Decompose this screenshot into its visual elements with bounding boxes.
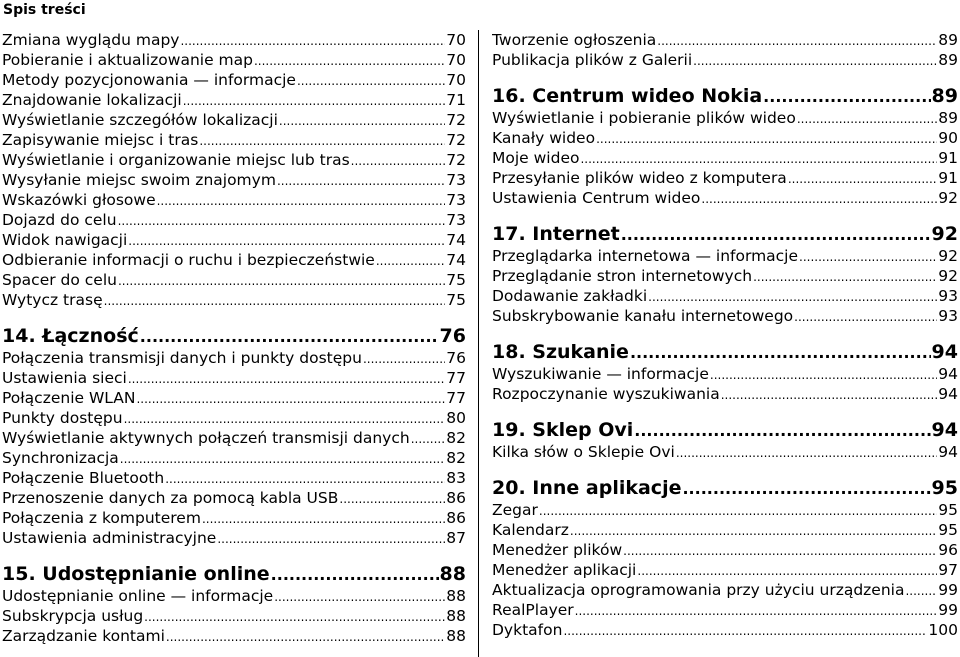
toc-entry-page-number: 77 — [446, 389, 466, 407]
dot-leader — [118, 211, 446, 230]
chapter-heading-page-number: 76 — [439, 325, 466, 347]
chapter-heading-title: 15. Udostępnianie online — [2, 563, 270, 585]
toc-entry-title: Kalendarz — [492, 521, 569, 539]
dot-leader — [580, 149, 937, 168]
toc-entry-title: Subskrybowanie kanału internetowego — [492, 307, 794, 325]
dot-leader — [165, 469, 445, 488]
toc-entry[interactable] — [492, 600, 958, 620]
toc-entry[interactable] — [2, 90, 466, 110]
toc-entry-page-number: 73 — [446, 211, 466, 229]
toc-entry-page-number: 73 — [446, 191, 466, 209]
chapter-heading[interactable] — [492, 418, 958, 442]
column-divider — [478, 30, 479, 657]
toc-entry-title: Ustawienia Centrum wideo — [492, 189, 701, 207]
dot-leader — [118, 271, 445, 290]
toc-entry-page-number: 92 — [938, 247, 958, 265]
toc-entry-title: Dodawanie zakładki — [492, 287, 648, 305]
toc-entry-title: Subskrypcja usług — [2, 607, 144, 625]
dot-leader — [339, 489, 445, 508]
chapter-heading-title: 19. Sklep Ovi — [492, 419, 634, 441]
toc-entry-title: Menedżer aplikacji — [492, 561, 637, 579]
toc-entry-page-number: 86 — [446, 489, 466, 507]
toc-entry-page-number: 86 — [446, 509, 466, 527]
toc-entry-title: Znajdowanie lokalizacji — [2, 91, 182, 109]
dot-leader — [271, 563, 439, 586]
toc-entry-title: Tworzenie ogłoszenia — [492, 31, 657, 49]
dot-leader — [575, 601, 938, 620]
toc-entry-title: Przenoszenie danych za pomocą kabla USB — [2, 489, 339, 507]
dot-leader — [180, 31, 445, 50]
dot-leader — [657, 31, 937, 50]
toc-entry[interactable] — [492, 108, 958, 128]
toc-entry-title: Kanały wideo — [492, 129, 596, 147]
chapter-heading[interactable] — [492, 340, 958, 364]
dot-leader — [905, 581, 937, 600]
toc-entry-title: Połączenie WLAN — [2, 389, 136, 407]
toc-entry-title: Połączenia z komputerem — [2, 509, 201, 527]
dot-leader — [128, 369, 445, 388]
toc-entry[interactable] — [492, 286, 958, 306]
toc-entry[interactable] — [2, 50, 466, 70]
toc-entry-title: Widok nawigacji — [2, 231, 128, 249]
toc-entry[interactable] — [492, 30, 958, 50]
toc-entry-page-number: 88 — [446, 607, 466, 625]
dot-leader — [676, 443, 937, 462]
toc-entry-page-number: 96 — [938, 541, 958, 559]
toc-entry-page-number: 87 — [446, 529, 466, 547]
toc-entry[interactable] — [492, 148, 958, 168]
toc-entry[interactable] — [2, 448, 466, 468]
toc-entry-page-number: 89 — [938, 31, 958, 49]
toc-entry[interactable] — [2, 270, 466, 290]
toc-entry[interactable] — [2, 348, 466, 368]
toc-entry-page-number: 93 — [938, 287, 958, 305]
dot-leader — [630, 341, 931, 364]
toc-section — [492, 222, 958, 326]
toc-entry-title: Pobieranie i aktualizowanie map — [2, 51, 253, 69]
toc-entry[interactable] — [492, 500, 958, 520]
chapter-heading-page-number: 92 — [931, 223, 958, 245]
dot-leader — [797, 109, 937, 128]
toc-section — [492, 476, 958, 640]
dot-leader — [183, 91, 446, 110]
toc-entry-page-number: 88 — [446, 627, 466, 645]
toc-entry-title: Zegar — [492, 501, 538, 519]
toc-entry-title: Przesyłanie plików wideo z komputera — [492, 169, 787, 187]
toc-entry-page-number: 70 — [446, 71, 466, 89]
chapter-heading[interactable] — [2, 562, 466, 586]
toc-entry-page-number: 72 — [446, 151, 466, 169]
dot-leader — [136, 389, 445, 408]
toc-entry-page-number: 70 — [446, 31, 466, 49]
toc-entry-title: Rozpoczynanie wyszukiwania — [492, 385, 720, 403]
toc-entry-page-number: 82 — [446, 429, 466, 447]
dot-leader — [693, 51, 937, 70]
toc-entry[interactable] — [2, 408, 466, 428]
toc-entry-page-number: 92 — [938, 267, 958, 285]
toc-entry[interactable] — [492, 580, 958, 600]
toc-entry-title: Zmiana wyglądu mapy — [2, 31, 180, 49]
toc-entry-title: Metody pozycjonowania — informacje — [2, 71, 296, 89]
toc-entry-page-number: 77 — [446, 369, 466, 387]
dot-leader — [254, 51, 445, 70]
toc-entry[interactable] — [492, 306, 958, 326]
dot-leader — [279, 111, 445, 130]
toc-entry[interactable] — [492, 364, 958, 384]
toc-entry-page-number: 94 — [938, 443, 958, 461]
dot-leader — [710, 365, 937, 384]
dot-leader — [124, 409, 446, 428]
toc-entry-title: Wyświetlanie szczegółów lokalizacji — [2, 111, 278, 129]
dot-leader — [563, 621, 927, 640]
toc-entry-title: Odbieranie informacji o ruchu i bezpieczeństwie — [2, 251, 375, 269]
toc-entry[interactable] — [2, 586, 466, 606]
dot-leader — [411, 429, 446, 448]
toc-entry[interactable] — [2, 170, 466, 190]
toc-entry[interactable] — [492, 384, 958, 404]
chapter-heading-page-number: 95 — [931, 477, 958, 499]
toc-section — [492, 418, 958, 462]
toc-entry-title: Punkty dostępu — [2, 409, 123, 427]
toc-entry[interactable] — [2, 70, 466, 90]
toc-entry-page-number: 89 — [938, 109, 958, 127]
dot-leader — [623, 541, 937, 560]
toc-entry-title: Dyktafon — [492, 621, 563, 639]
toc-entry-page-number: 99 — [938, 581, 958, 599]
dot-leader — [140, 325, 439, 348]
dot-leader — [274, 587, 445, 606]
toc-entry[interactable] — [492, 128, 958, 148]
toc-entry[interactable] — [2, 250, 466, 270]
dot-leader — [753, 267, 937, 286]
toc-entry-page-number: 83 — [446, 469, 466, 487]
toc-entry[interactable] — [492, 266, 958, 286]
dot-leader — [202, 509, 445, 528]
chapter-heading[interactable] — [2, 324, 466, 348]
toc-entry-page-number: 80 — [446, 409, 466, 427]
dot-leader — [351, 151, 446, 170]
chapter-heading-page-number: 88 — [439, 563, 466, 585]
toc-entry-title: Połączenie Bluetooth — [2, 469, 165, 487]
toc-entry[interactable] — [2, 290, 466, 310]
chapter-heading[interactable] — [492, 222, 958, 246]
toc-entry-title: RealPlayer — [492, 601, 574, 619]
toc-entry[interactable] — [2, 508, 466, 528]
dot-leader — [637, 561, 937, 580]
dot-leader — [648, 287, 937, 306]
dot-leader — [794, 307, 937, 326]
chapter-heading-title: 18. Szukanie — [492, 341, 629, 363]
dot-leader — [621, 223, 931, 246]
toc-entry-title: Wyświetlanie i pobieranie plików wideo — [492, 109, 796, 127]
toc-entry-title: Ustawienia administracyjne — [2, 529, 217, 547]
toc-entry-title: Przeglądanie stron internetowych — [492, 267, 753, 285]
toc-section — [492, 30, 958, 70]
toc-entry-page-number: 89 — [938, 51, 958, 69]
toc-entry[interactable] — [492, 168, 958, 188]
toc-entry-page-number: 91 — [938, 169, 958, 187]
toc-entry-page-number: 97 — [938, 561, 958, 579]
toc-entry-page-number: 74 — [446, 231, 466, 249]
dot-leader — [166, 627, 445, 646]
dot-leader — [701, 189, 937, 208]
toc-entry[interactable] — [492, 50, 958, 70]
toc-entry-page-number: 88 — [446, 587, 466, 605]
toc-entry-page-number: 75 — [446, 271, 466, 289]
toc-entry[interactable] — [492, 442, 958, 462]
toc-entry[interactable] — [2, 388, 466, 408]
toc-entry-page-number: 75 — [446, 291, 466, 309]
toc-entry-title: Zarządzanie kontami — [2, 627, 165, 645]
toc-entry[interactable] — [2, 30, 466, 50]
toc-entry-title: Wysyłanie miejsc swoim znajomym — [2, 171, 276, 189]
dot-leader — [144, 607, 445, 626]
dot-leader — [539, 501, 937, 520]
toc-entry[interactable] — [2, 190, 466, 210]
toc-entry-page-number: 95 — [938, 521, 958, 539]
chapter-heading-title: 20. Inne aplikacje — [492, 477, 682, 499]
toc-entry[interactable] — [2, 428, 466, 448]
toc-entry[interactable] — [492, 540, 958, 560]
toc-entry-title: Kilka słów o Sklepie Ovi — [492, 443, 675, 461]
toc-section — [2, 324, 466, 548]
toc-entry[interactable] — [2, 130, 466, 150]
toc-entry-title: Menedżer plików — [492, 541, 623, 559]
toc-entry-page-number: 94 — [938, 385, 958, 403]
toc-entry-title: Przeglądarka internetowa — informacje — [492, 247, 799, 265]
dot-leader — [217, 529, 445, 548]
toc-section — [492, 84, 958, 208]
dot-leader — [199, 131, 445, 150]
toc-entry-title: Wyświetlanie aktywnych połączeń transmisji danych — [2, 429, 410, 447]
toc-right-column — [492, 30, 958, 640]
toc-entry-page-number: 73 — [446, 171, 466, 189]
dot-leader — [788, 169, 937, 188]
toc-entry-title: Połączenia transmisji danych i punkty dostępu — [2, 349, 362, 367]
toc-entry-page-number: 100 — [928, 621, 958, 639]
toc-entry-title: Udostępnianie online — informacje — [2, 587, 274, 605]
toc-entry-title: Wyszukiwanie — informacje — [492, 365, 709, 383]
toc-entry[interactable] — [492, 560, 958, 580]
toc-entry-page-number: 82 — [446, 449, 466, 467]
toc-entry-title: Spacer do celu — [2, 271, 117, 289]
toc-entry-page-number: 71 — [446, 91, 466, 109]
dot-leader — [363, 349, 445, 368]
toc-entry[interactable] — [2, 210, 466, 230]
toc-left-column — [2, 30, 466, 646]
dot-leader — [277, 171, 445, 190]
toc-entry[interactable] — [2, 606, 466, 626]
page-title: Spis treści — [3, 2, 86, 18]
dot-leader — [120, 449, 445, 468]
toc-entry-title: Zapisywanie miejsc i tras — [2, 131, 199, 149]
dot-leader — [297, 71, 445, 90]
toc-entry[interactable] — [2, 230, 466, 250]
toc-entry[interactable] — [2, 626, 466, 646]
toc-entry[interactable] — [492, 620, 958, 640]
chapter-heading-title: 16. Centrum wideo Nokia — [492, 85, 763, 107]
chapter-heading[interactable] — [492, 476, 958, 500]
toc-entry-title: Publikacja plików z Galerii — [492, 51, 693, 69]
dot-leader — [157, 191, 446, 210]
toc-entry-title: Wyświetlanie i organizowanie miejsc lub tras — [2, 151, 350, 169]
toc-entry-page-number: 91 — [938, 149, 958, 167]
toc-entry-page-number: 92 — [938, 189, 958, 207]
dot-leader — [799, 247, 937, 266]
toc-entry[interactable] — [2, 528, 466, 548]
dot-leader — [634, 419, 930, 442]
toc-entry-page-number: 76 — [446, 349, 466, 367]
toc-entry[interactable] — [2, 468, 466, 488]
dot-leader — [104, 291, 446, 310]
chapter-heading-page-number: 94 — [931, 341, 958, 363]
toc-section — [2, 562, 466, 646]
chapter-heading-page-number: 89 — [931, 85, 958, 107]
toc-entry-page-number: 72 — [446, 131, 466, 149]
toc-section — [2, 30, 466, 310]
toc-entry[interactable] — [492, 188, 958, 208]
chapter-heading-title: 14. Łączność — [2, 325, 139, 347]
dot-leader — [682, 477, 930, 500]
toc-entry-page-number: 70 — [446, 51, 466, 69]
dot-leader — [570, 521, 937, 540]
toc-entry-title: Moje wideo — [492, 149, 580, 167]
chapter-heading-title: 17. Internet — [492, 223, 620, 245]
toc-entry-title: Aktualizacja oprogramowania przy użyciu urządzenia — [492, 581, 905, 599]
dot-leader — [128, 231, 445, 250]
toc-entry[interactable] — [2, 488, 466, 508]
toc-section — [492, 340, 958, 404]
dot-leader — [763, 85, 930, 108]
toc-entry-title: Wskazówki głosowe — [2, 191, 156, 209]
toc-entry-title: Wytycz trasę — [2, 291, 103, 309]
dot-leader — [721, 385, 938, 404]
toc-entry[interactable] — [492, 246, 958, 266]
toc-entry[interactable] — [2, 150, 466, 170]
chapter-heading[interactable] — [492, 84, 958, 108]
dot-leader — [596, 129, 937, 148]
toc-entry-title: Ustawienia sieci — [2, 369, 127, 387]
toc-entry-title: Dojazd do celu — [2, 211, 117, 229]
toc-entry-page-number: 74 — [446, 251, 466, 269]
toc-entry-page-number: 95 — [938, 501, 958, 519]
toc-entry[interactable] — [2, 368, 466, 388]
toc-entry-page-number: 99 — [938, 601, 958, 619]
toc-entry-page-number: 72 — [446, 111, 466, 129]
toc-entry-page-number: 93 — [938, 307, 958, 325]
toc-entry-page-number: 90 — [938, 129, 958, 147]
toc-entry-page-number: 94 — [938, 365, 958, 383]
toc-entry[interactable] — [492, 520, 958, 540]
toc-entry-title: Synchronizacja — [2, 449, 119, 467]
chapter-heading-page-number: 94 — [931, 419, 958, 441]
dot-leader — [376, 251, 445, 270]
toc-entry[interactable] — [2, 110, 466, 130]
